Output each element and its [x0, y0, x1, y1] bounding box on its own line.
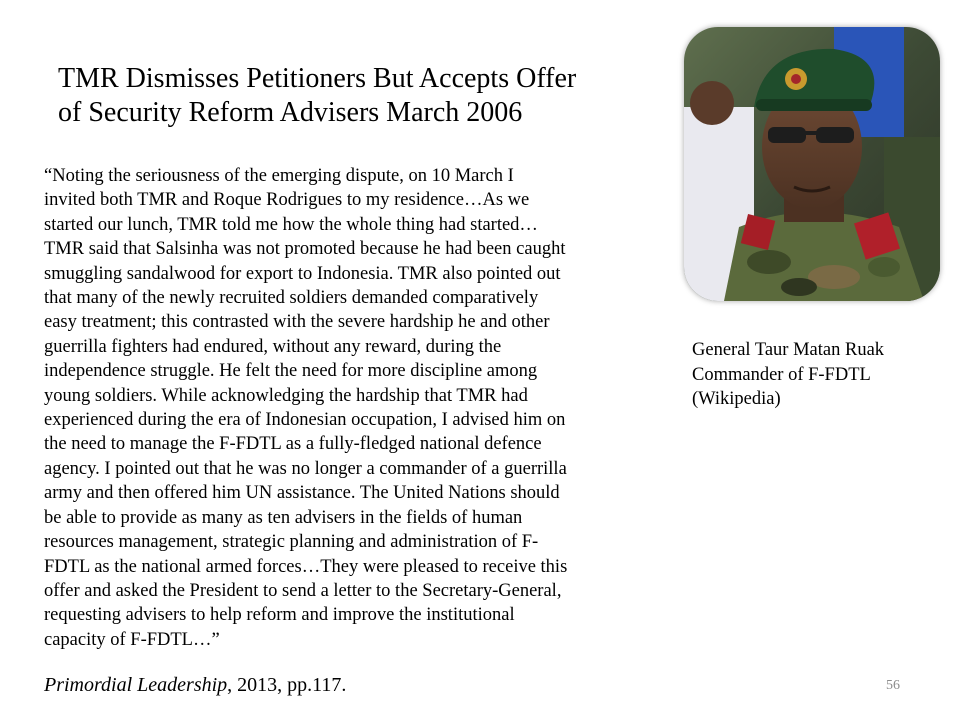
portrait-photo — [684, 27, 940, 301]
quote-line: guerrilla fighters had endured, without any reward, during the — [44, 336, 502, 357]
quote-line: requesting advisers to help reform and improve the institutional — [44, 605, 515, 626]
quote-line: army and then offered him UN assistance. The United Nations should — [44, 483, 560, 504]
quote-line: easy treatment; this contrasted with the severe hardship he and other — [44, 312, 550, 333]
title-line: TMR Dismisses Petitioners But Accepts Offer — [58, 63, 577, 94]
quote-line: TMR said that Salsinha was not promoted because he had been caught — [44, 239, 566, 260]
quote-line: young soldiers. While acknowledging the hardship that TMR had — [44, 385, 528, 406]
photo-caption — [692, 338, 942, 412]
quote-line: “Noting the seriousness of the emerging dispute, on 10 March I — [44, 166, 514, 186]
portrait-illustration — [684, 27, 940, 301]
quote-line: that many of the newly recruited soldiers demanded comparatively — [44, 288, 539, 309]
citation-title: Primordial Leadership — [44, 674, 228, 696]
quote-line: started our lunch, TMR told me how the whole thing had started… — [44, 214, 538, 235]
quote-line: offer and asked the President to send a letter to the Secretary-General, — [44, 580, 562, 601]
citation-details: , 2013, pp.117. — [227, 674, 347, 696]
quote-line: the need to manage the F-FDTL as a fully-fledged national defence — [44, 434, 542, 455]
quote-line: agency. I pointed out that he was no longer a commander of a guerrilla — [44, 458, 567, 479]
page-number: 56 — [886, 678, 900, 693]
quote-line: be able to provide as many as ten advisers in the fields of human — [44, 507, 523, 528]
caption-line: (Wikipedia) — [692, 389, 781, 409]
quote-line: independence struggle. He felt the need for more discipline among — [44, 361, 538, 382]
slide-title — [58, 62, 668, 130]
quote-line: smuggling sandalwood for export to Indonesia. TMR also pointed out — [44, 263, 561, 284]
quote-line: capacity of F-FDTL…” — [44, 629, 220, 650]
quote-line: FDTL as the national armed forces…They were pleased to receive this — [44, 556, 568, 577]
caption-line: Commander of F-FDTL — [692, 364, 871, 385]
quote-line: invited both TMR and Roque Rodrigues to my residence…As we — [44, 190, 530, 211]
title-line: of Security Reform Advisers March 2006 — [58, 97, 523, 128]
quote-line: experienced during the era of Indonesian occupation, I advised him on — [44, 410, 566, 431]
citation — [44, 672, 346, 698]
quote-line: resources management, strategic planning and administration of F- — [44, 532, 539, 553]
quote-block — [44, 164, 664, 652]
caption-line: General Taur Matan Ruak — [692, 340, 885, 360]
